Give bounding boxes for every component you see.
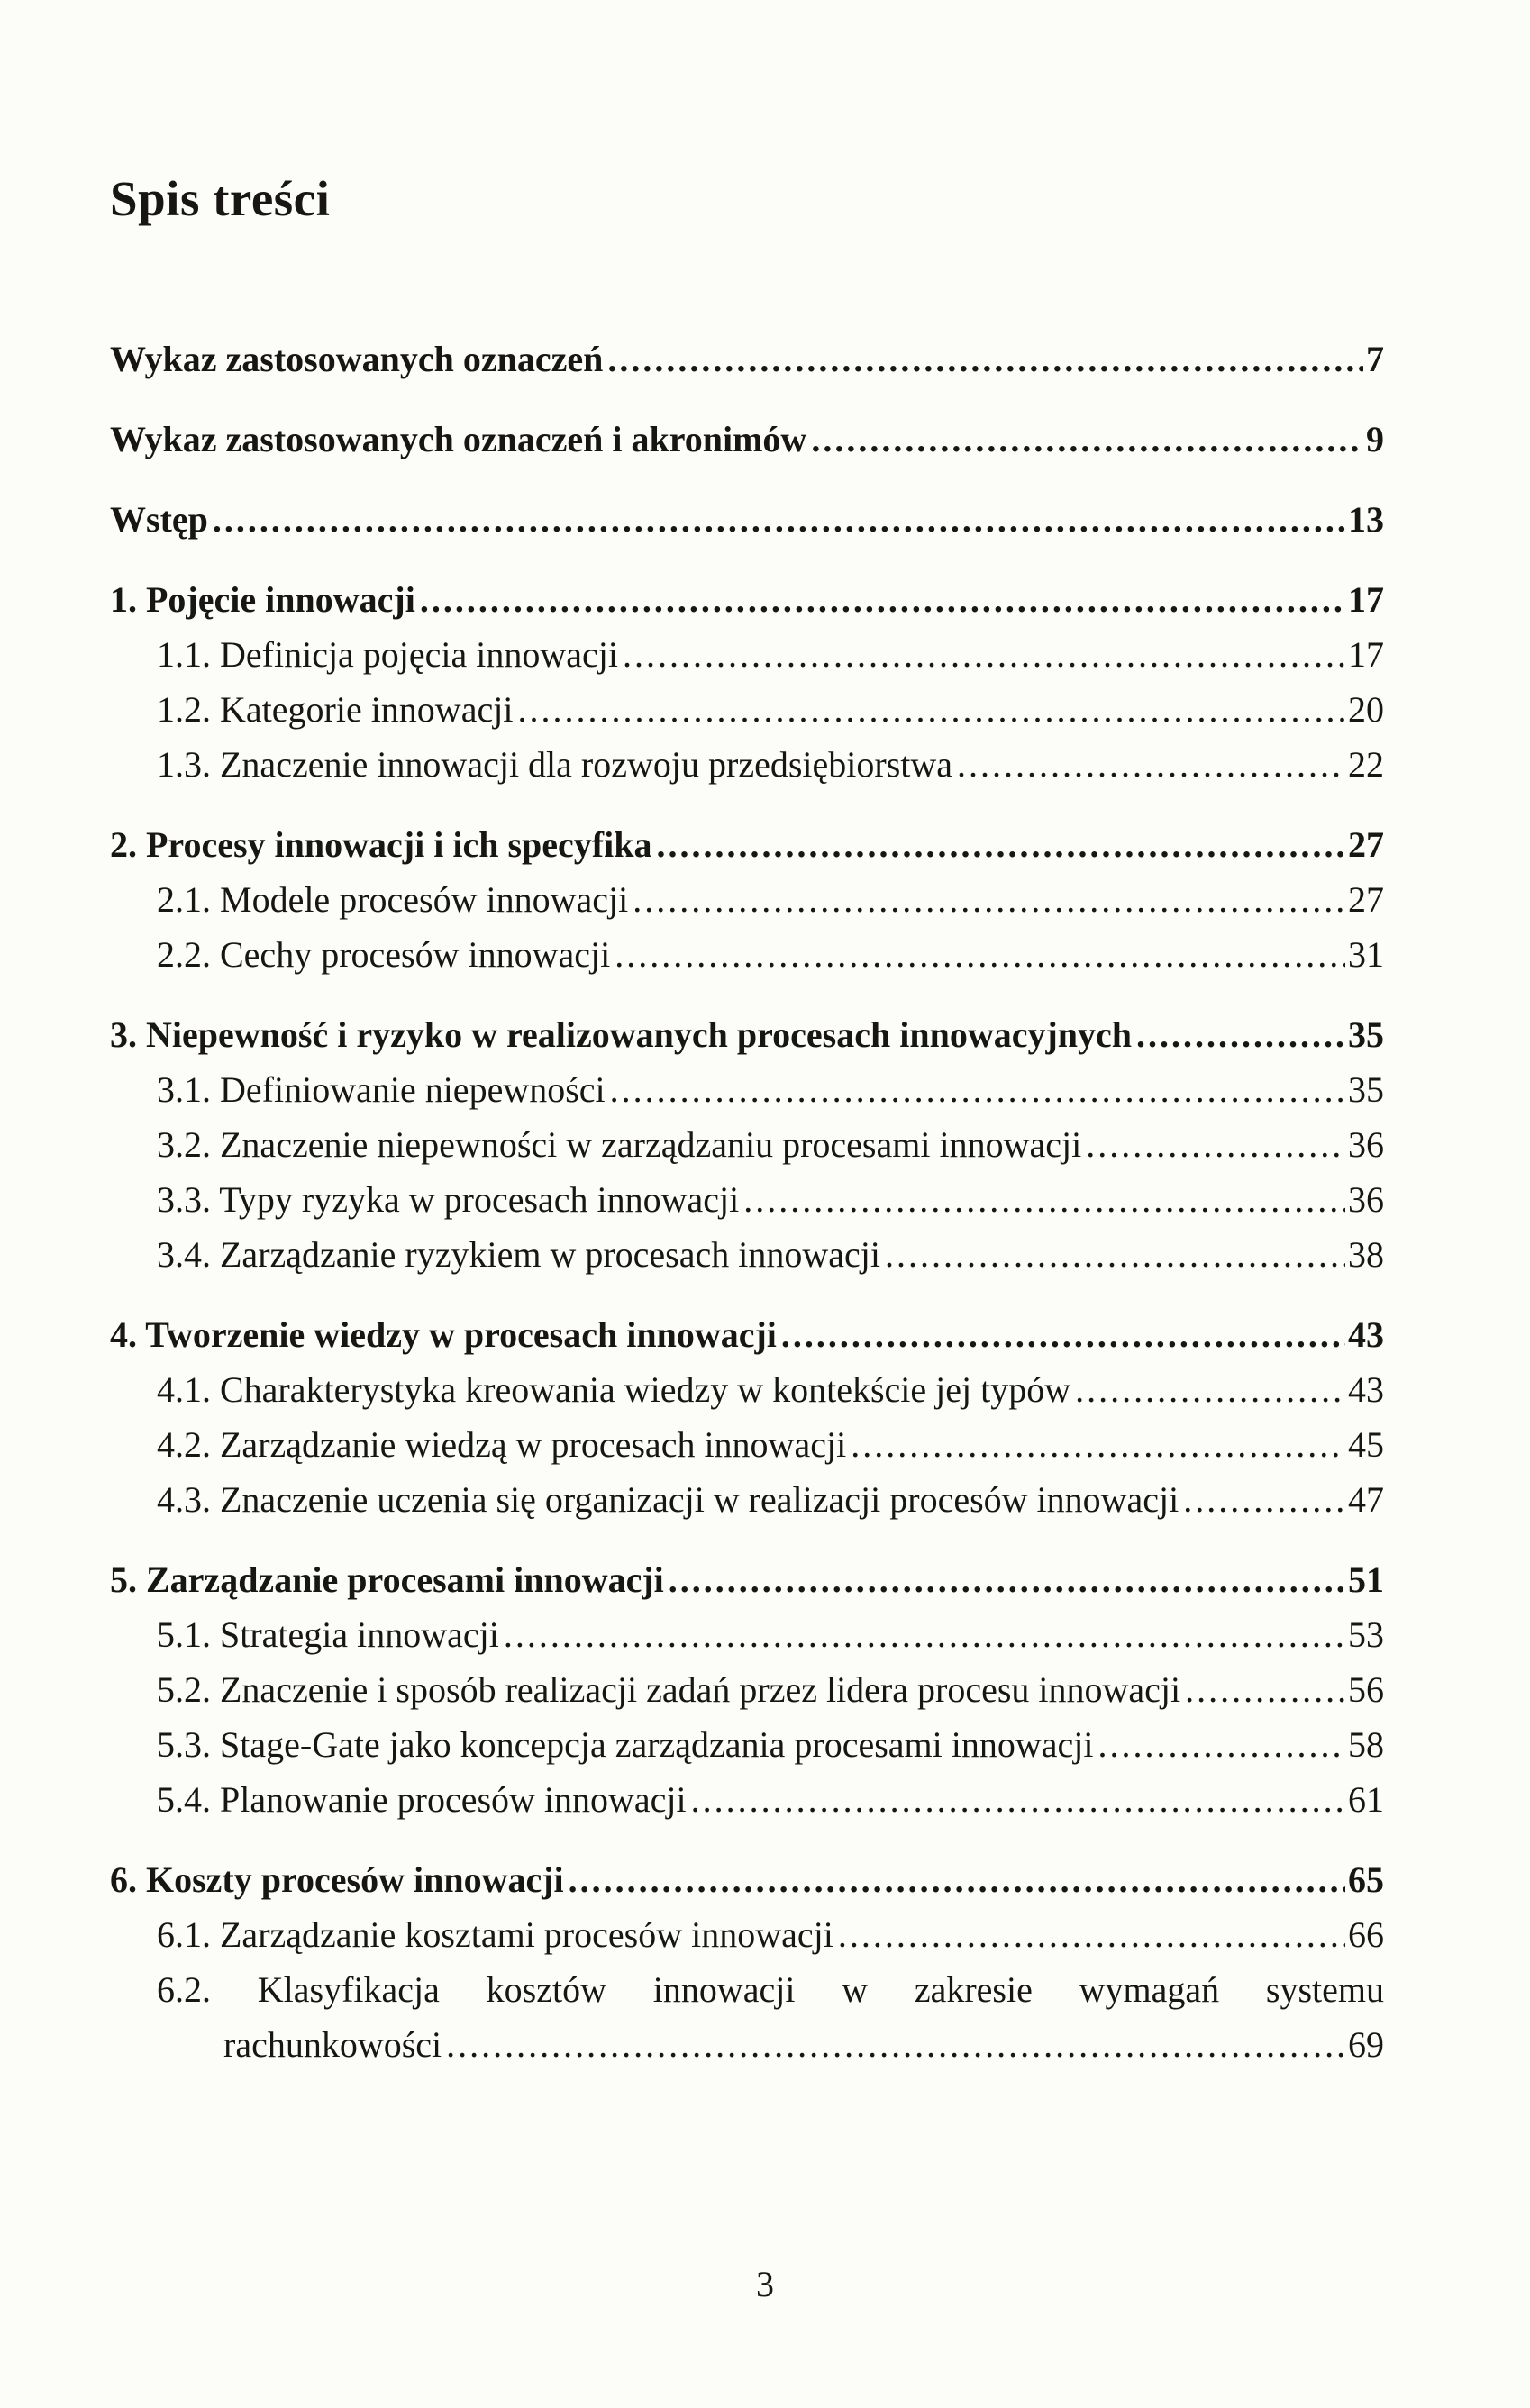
dot-leader bbox=[446, 2017, 1345, 2072]
toc-entry-label: 2. Procesy innowacji i ich specyfika bbox=[110, 824, 652, 865]
toc-entry-label: 4.2. Zarządzanie wiedzą w procesach innowacji bbox=[157, 1424, 847, 1465]
toc-entry bbox=[110, 1962, 1384, 2072]
toc-entry-label: 3. Niepewność i ryzyko w realizowanych procesach innowacyjnych bbox=[110, 1014, 1133, 1055]
dot-leader bbox=[213, 492, 1345, 547]
page-title: Spis treści bbox=[110, 171, 331, 226]
dot-leader bbox=[781, 1307, 1345, 1362]
dot-leader bbox=[517, 682, 1345, 737]
dot-leader bbox=[669, 1552, 1345, 1607]
toc-entry-page-number: 27 bbox=[1348, 824, 1384, 865]
toc-entry-page-number: 7 bbox=[1366, 339, 1384, 379]
toc-entry-label: 1.3. Znaczenie innowacji dla rozwoju przedsiębiorstwa bbox=[157, 744, 953, 785]
dot-leader bbox=[656, 817, 1345, 872]
toc-line bbox=[157, 627, 1384, 682]
toc-line bbox=[110, 1307, 1384, 1362]
dot-leader bbox=[885, 1227, 1345, 1282]
toc-line bbox=[157, 927, 1384, 982]
toc-entry-page-number: 31 bbox=[1348, 934, 1384, 975]
toc-entry-page-number: 36 bbox=[1348, 1124, 1384, 1165]
toc-entry-label: 3.1. Definiowanie niepewności bbox=[157, 1069, 606, 1110]
toc-entry bbox=[110, 1062, 1384, 1117]
dot-leader bbox=[838, 1907, 1345, 1962]
toc-entry-label: 3.2. Znaczenie niepewności w zarządzaniu procesami innowacji bbox=[157, 1124, 1082, 1165]
toc-line bbox=[157, 872, 1384, 927]
dot-leader bbox=[1136, 1007, 1345, 1062]
toc-entry-label: 2.2. Cechy procesów innowacji bbox=[157, 934, 611, 975]
toc-entry-page-number: 22 bbox=[1348, 744, 1384, 785]
toc-entry-page-number: 58 bbox=[1348, 1724, 1384, 1765]
toc-entry bbox=[110, 927, 1384, 982]
toc-entry-label: 4.3. Znaczenie uczenia się organizacji w realizacji procesów innowacji bbox=[157, 1479, 1179, 1520]
toc-line bbox=[110, 572, 1384, 627]
toc-entry-page-number: 69 bbox=[1348, 2024, 1384, 2065]
dot-leader bbox=[615, 927, 1345, 982]
toc-entry bbox=[110, 872, 1384, 927]
toc-entry-label: rachunkowości bbox=[223, 2024, 442, 2065]
toc-line bbox=[110, 1007, 1384, 1062]
toc-entry bbox=[110, 492, 1384, 547]
toc-entry-page-number: 20 bbox=[1348, 689, 1384, 730]
toc-line bbox=[157, 682, 1384, 737]
toc-entry-page-number: 61 bbox=[1348, 1779, 1384, 1820]
toc-entry-page-number: 53 bbox=[1348, 1614, 1384, 1655]
toc-line bbox=[110, 817, 1384, 872]
toc-entry-page-number: 38 bbox=[1348, 1234, 1384, 1275]
toc-entry bbox=[110, 1607, 1384, 1662]
dot-leader bbox=[1183, 1472, 1345, 1527]
toc-line bbox=[157, 1662, 1384, 1717]
toc-entry-label: 1.2. Kategorie innowacji bbox=[157, 689, 514, 730]
toc-entry-label: 5.3. Stage-Gate jako koncepcja zarządzania procesami innowacji bbox=[157, 1724, 1094, 1765]
toc-entry-label: 5.2. Znaczenie i sposób realizacji zadań przez lidera procesu innowacji bbox=[157, 1669, 1181, 1710]
toc-entry bbox=[110, 1772, 1384, 1827]
toc-entry bbox=[110, 332, 1384, 386]
toc-entry-label: 1. Pojęcie innowacji bbox=[110, 579, 415, 620]
toc-entry bbox=[110, 1662, 1384, 1717]
toc-list bbox=[110, 332, 1384, 2072]
toc-line bbox=[110, 412, 1384, 467]
toc-line bbox=[157, 2017, 1384, 2072]
dot-leader bbox=[610, 1062, 1345, 1117]
toc-line bbox=[157, 1772, 1384, 1827]
toc-line bbox=[157, 1417, 1384, 1472]
dot-leader bbox=[743, 1172, 1345, 1227]
toc-entry-label: 4.1. Charakterystyka kreowania wiedzy w kontekście jej typów bbox=[157, 1369, 1071, 1410]
toc-entry-label: 5.1. Strategia innowacji bbox=[157, 1614, 499, 1655]
toc-entry-label: 5.4. Planowanie procesów innowacji bbox=[157, 1779, 687, 1820]
toc-entry bbox=[110, 1907, 1384, 1962]
toc-entry-label: Wstęp bbox=[110, 499, 208, 540]
dot-leader bbox=[623, 627, 1345, 682]
toc-entry-page-number: 65 bbox=[1348, 1859, 1384, 1900]
toc-line bbox=[157, 1062, 1384, 1117]
toc-line bbox=[157, 1907, 1384, 1962]
dot-leader bbox=[1185, 1662, 1345, 1717]
toc-entry bbox=[110, 1472, 1384, 1527]
dot-leader bbox=[811, 412, 1363, 467]
toc-line bbox=[157, 1607, 1384, 1662]
toc-line bbox=[157, 1472, 1384, 1527]
dot-leader bbox=[1086, 1117, 1345, 1172]
toc-line bbox=[157, 737, 1384, 792]
toc-entry-label: 2.1. Modele procesów innowacji bbox=[157, 879, 629, 920]
dot-leader bbox=[607, 332, 1363, 386]
toc-entry-label: 4. Tworzenie wiedzy w procesach innowacji bbox=[110, 1314, 777, 1355]
toc-entry bbox=[110, 1117, 1384, 1172]
toc-line bbox=[110, 332, 1384, 386]
toc-entry bbox=[110, 1417, 1384, 1472]
toc-entry bbox=[110, 1852, 1384, 1907]
dot-leader bbox=[504, 1607, 1345, 1662]
toc-entry-label: 6.1. Zarządzanie kosztami procesów innowacji bbox=[157, 1914, 833, 1955]
toc-line bbox=[157, 1172, 1384, 1227]
toc-line bbox=[110, 1552, 1384, 1607]
dot-leader bbox=[851, 1417, 1345, 1472]
toc-entry bbox=[110, 817, 1384, 872]
toc-entry bbox=[110, 1362, 1384, 1417]
toc-entry bbox=[110, 1717, 1384, 1772]
footer-page-number: 3 bbox=[756, 2264, 774, 2304]
toc-entry-page-number: 66 bbox=[1348, 1914, 1384, 1955]
toc-entry-label: 6. Koszty procesów innowacji bbox=[110, 1859, 564, 1900]
toc-entry bbox=[110, 1007, 1384, 1062]
toc-entry-page-number: 17 bbox=[1348, 579, 1384, 620]
toc-entry-page-number: 17 bbox=[1348, 634, 1384, 675]
toc-entry-page-number: 36 bbox=[1348, 1179, 1384, 1220]
toc-entry-label: Wykaz zastosowanych oznaczeń i akronimów bbox=[110, 419, 807, 459]
toc-entry-page-number: 35 bbox=[1348, 1014, 1384, 1055]
toc-entry-page-number: 35 bbox=[1348, 1069, 1384, 1110]
dot-leader bbox=[420, 572, 1345, 627]
toc-entry-page-number: 56 bbox=[1348, 1669, 1384, 1710]
toc-entry-label: 3.3. Typy ryzyka w procesach innowacji bbox=[157, 1179, 740, 1220]
toc-line bbox=[157, 1362, 1384, 1417]
toc-entry-page-number: 51 bbox=[1348, 1559, 1384, 1600]
dot-leader bbox=[1098, 1717, 1345, 1772]
toc-line bbox=[157, 1117, 1384, 1172]
toc-line bbox=[157, 1717, 1384, 1772]
toc-entry-page-number: 9 bbox=[1366, 419, 1384, 459]
toc-entry-label-line1: 6.2. Klasyfikacja kosztów innowacji w zakresie wymagań systemu bbox=[157, 1969, 1384, 2010]
toc-entry-label: 1.1. Definicja pojęcia innowacji bbox=[157, 634, 619, 675]
toc-entry-page-number: 13 bbox=[1348, 499, 1384, 540]
toc-line bbox=[110, 1852, 1384, 1907]
dot-leader bbox=[569, 1852, 1345, 1907]
toc-entry bbox=[110, 627, 1384, 682]
toc-entry-page-number: 43 bbox=[1348, 1314, 1384, 1355]
toc-entry bbox=[110, 1307, 1384, 1362]
toc-line bbox=[110, 492, 1384, 547]
toc-entry bbox=[110, 1552, 1384, 1607]
toc-entry-label: 3.4. Zarządzanie ryzykiem w procesach innowacji bbox=[157, 1234, 880, 1275]
toc-entry-page-number: 47 bbox=[1348, 1479, 1384, 1520]
toc-entry bbox=[110, 1227, 1384, 1282]
toc-entry-page-number: 43 bbox=[1348, 1369, 1384, 1410]
dot-leader bbox=[1075, 1362, 1345, 1417]
dot-leader bbox=[957, 737, 1345, 792]
toc-entry-label: 5. Zarządzanie procesami innowacji bbox=[110, 1559, 664, 1600]
toc-entry bbox=[110, 682, 1384, 737]
dot-leader bbox=[691, 1772, 1345, 1827]
dot-leader bbox=[633, 872, 1345, 927]
toc-entry-page-number: 45 bbox=[1348, 1424, 1384, 1465]
toc-entry-page-number: 27 bbox=[1348, 879, 1384, 920]
toc-entry bbox=[110, 1172, 1384, 1227]
toc-entry-label: Wykaz zastosowanych oznaczeń bbox=[110, 339, 604, 379]
toc-line bbox=[157, 1227, 1384, 1282]
toc-entry bbox=[110, 737, 1384, 792]
toc-entry bbox=[110, 572, 1384, 627]
toc-entry bbox=[110, 412, 1384, 467]
